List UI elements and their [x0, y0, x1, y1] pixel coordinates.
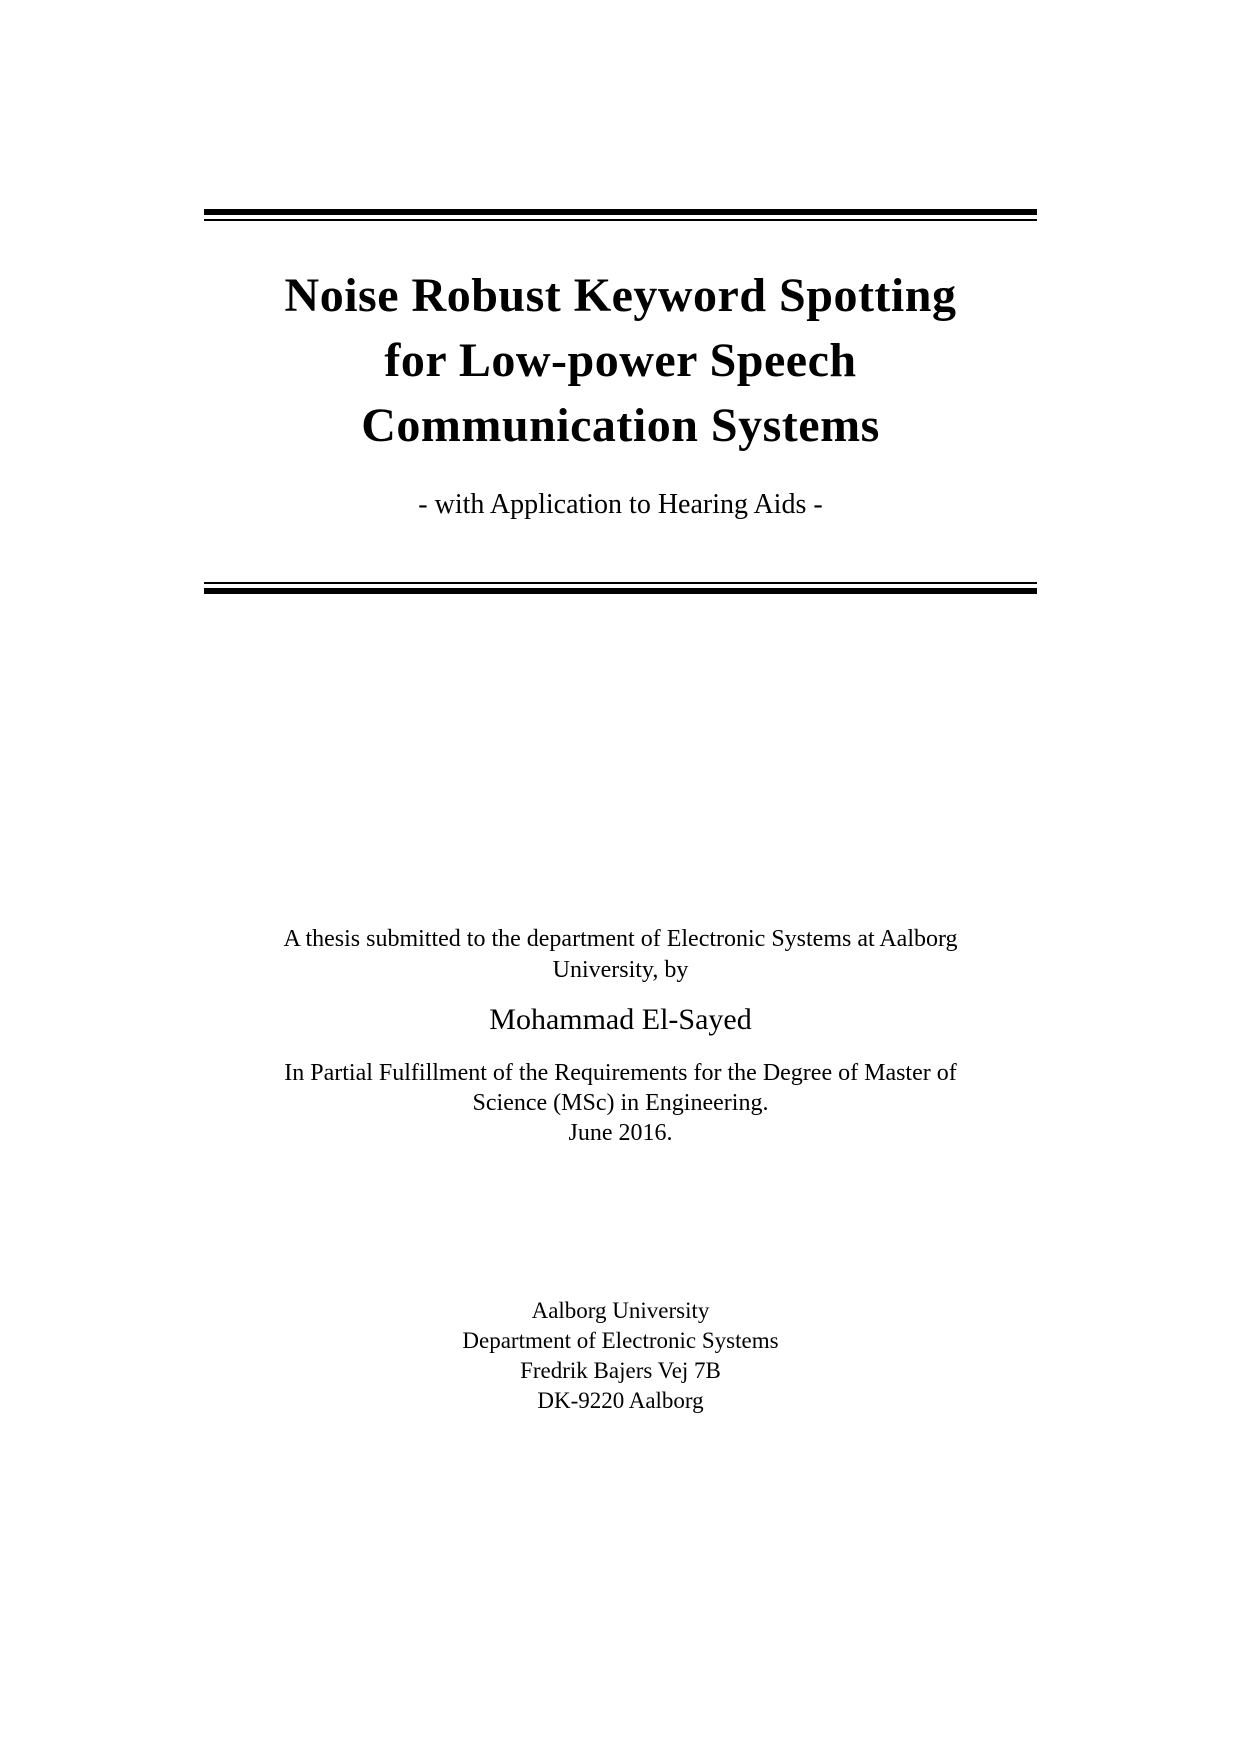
top-rule-thick	[204, 209, 1037, 215]
thesis-title-line-2: for Low-power Speech	[384, 334, 857, 387]
thesis-title-line-3: Communication Systems	[361, 399, 880, 452]
bottom-rule-thick	[204, 588, 1037, 594]
top-rule-thin	[204, 219, 1037, 221]
degree-statement	[204, 1058, 1037, 1148]
bottom-rule-thin	[204, 582, 1037, 584]
title-page-content	[204, 0, 1037, 1416]
institution-department: Department of Electronic Systems	[462, 1328, 779, 1353]
institution-name: Aalborg University	[531, 1298, 710, 1323]
institution-address	[204, 1296, 1037, 1416]
submission-line-2: University, by	[552, 957, 689, 983]
author-name: Mohammad El-Sayed	[489, 1003, 752, 1036]
institution-street: Fredrik Bajers Vej 7B	[520, 1358, 721, 1383]
thesis-subtitle: - with Application to Hearing Aids -	[418, 489, 823, 520]
institution-city: DK-9220 Aalborg	[537, 1388, 704, 1413]
top-double-rule	[204, 209, 1037, 221]
submission-statement	[204, 924, 1037, 986]
thesis-title	[204, 263, 1037, 458]
degree-statement-line-3: June 2016.	[568, 1120, 673, 1146]
bottom-double-rule	[204, 582, 1037, 594]
degree-statement-line-2: Science (MSc) in Engineering.	[472, 1090, 769, 1116]
submission-line-1: A thesis submitted to the department of Electronic Systems at Aalborg	[283, 926, 958, 952]
thesis-title-line-1: Noise Robust Keyword Spotting	[284, 269, 957, 322]
degree-statement-line-1: In Partial Fulfillment of the Requirements for the Degree of Master of	[284, 1060, 957, 1086]
